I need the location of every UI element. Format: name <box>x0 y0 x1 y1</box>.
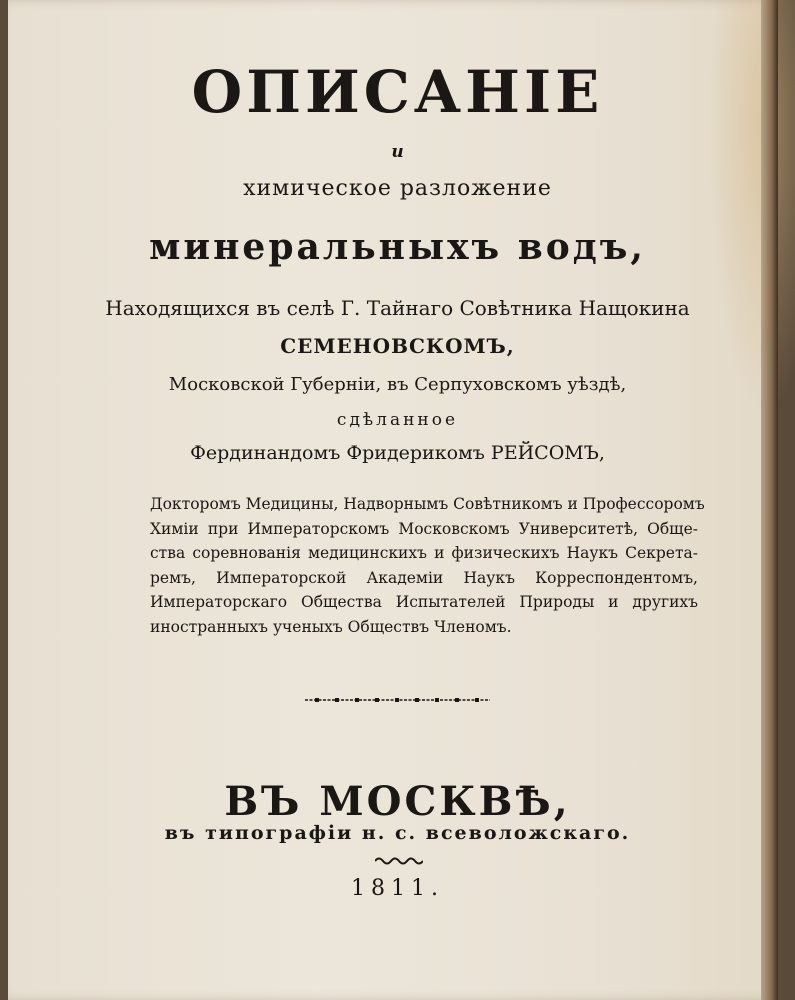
conjunction: и <box>391 142 404 162</box>
publication-year: 1811. <box>351 876 444 901</box>
subtitle-line-2: минеральныхъ водъ, <box>149 226 646 268</box>
author-titles-line: ремъ, Императорской Академіи Наукъ Корреспондентомъ, <box>150 568 698 587</box>
subtitle-line-1: химическое разложение <box>243 176 552 201</box>
author-titles-line: Императорскаго Общества Испытателей Природы и другихъ <box>150 593 698 611</box>
location-line-3: Московской Губерніи, въ Серпуховскомъ уѣздѣ, <box>168 374 627 395</box>
author-titles-line: Докторомъ Медицины, Надворнымъ Совѣтникомъ и Профессоромъ <box>150 495 705 513</box>
divider-ornament <box>305 696 490 704</box>
author-name: Фердинандомъ Фридерикомъ РЕЙСОМЪ, <box>190 442 605 464</box>
printing-house: въ типографіи н. с. всеволожскаго. <box>164 822 631 844</box>
author-titles-line: Химіи при Императорскомъ Московскомъ Университетѣ, Обще- <box>150 519 698 538</box>
wave-ornament <box>375 856 423 866</box>
city: ВЪ МОСКВѢ, <box>224 778 571 825</box>
author-titles <box>150 492 705 639</box>
location-line-1: Находящихся въ селѣ Г. Тайнаго Совѣтника Нащокина <box>105 296 690 320</box>
book-title: ОПИСАНІЕ <box>191 58 604 126</box>
location-line-2: СЕМЕНОВСКОМЪ, <box>280 334 515 358</box>
author-titles-line: ства соревнованія медицинскихъ и физическихъ Наукъ Секрета- <box>150 544 698 562</box>
author-titles-line: иностранныхъ ученыхъ Обществъ Членомъ. <box>150 617 512 636</box>
made-by: сдѣланное <box>336 410 459 430</box>
